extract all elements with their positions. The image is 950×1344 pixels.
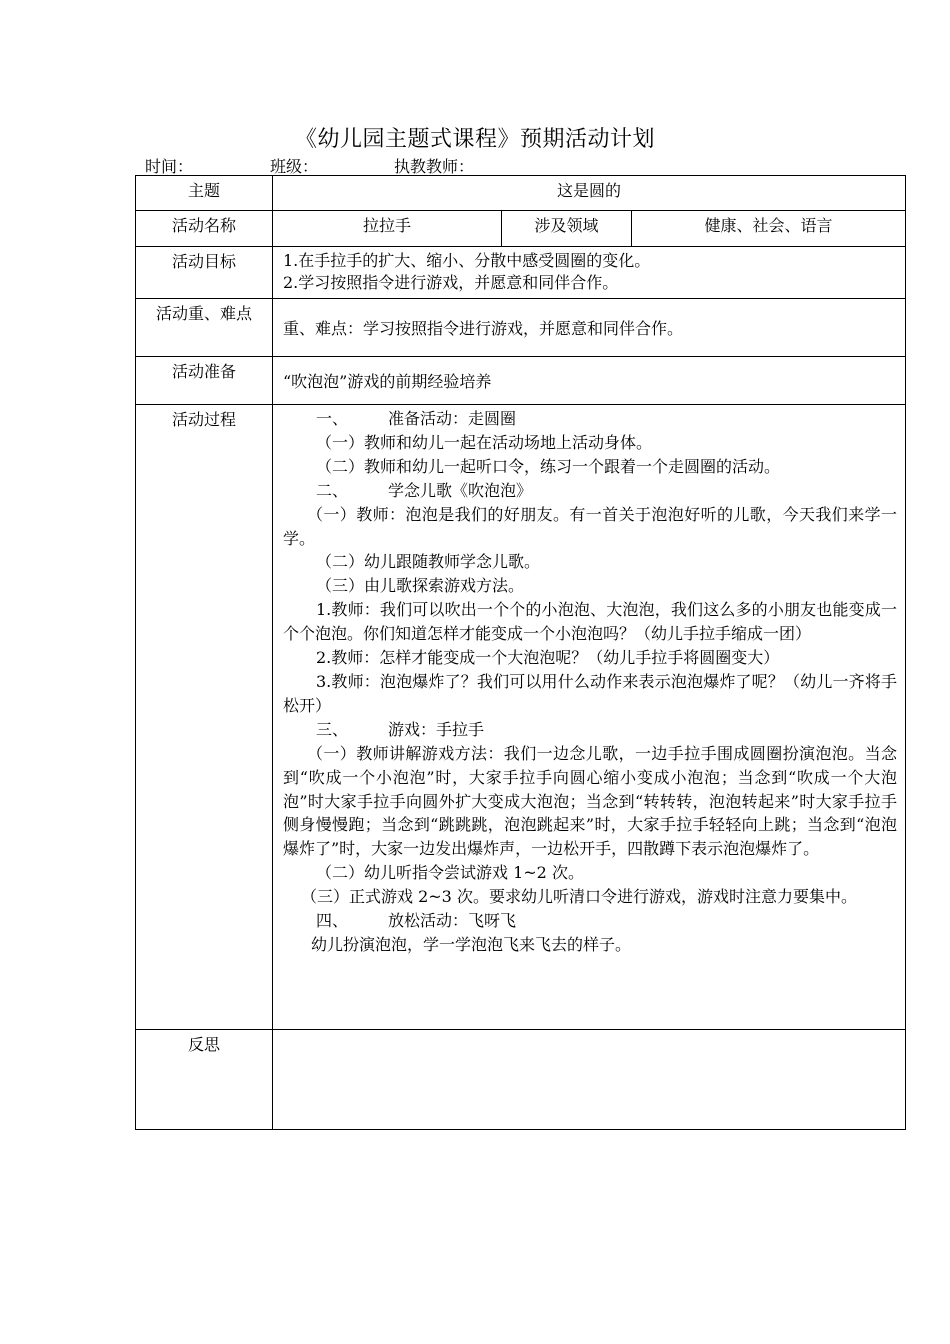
domain-label: 涉及领域 (502, 211, 632, 247)
key-points-label: 活动重、难点 (136, 299, 273, 357)
section-heading: 一、 准备活动：走圆圈 (316, 409, 517, 428)
domain-value: 健康、社会、语言 (632, 211, 906, 247)
process-paragraph: 2.教师：怎样才能变成一个大泡泡呢？（幼儿手拉手将圆圈变大） (316, 648, 780, 668)
time-label: 时间： (145, 157, 194, 176)
row-preparation (136, 357, 906, 405)
class-label: 班级： (270, 157, 319, 176)
theme-value: 这是圆的 (273, 176, 906, 211)
process-paragraph: 幼儿扮演泡泡，学一学泡泡飞来飞去的样子。 (311, 934, 632, 954)
process-paragraph: （二）幼儿跟随教师学念儿歌。 (316, 552, 541, 572)
goal-item: 1.在手拉手的扩大、缩小、分散中感受圆圈的变化。 (283, 251, 651, 270)
row-activity-name (136, 211, 906, 247)
process-paragraph: 1.教师：我们可以吹出一个个的小泡泡、大泡泡，我们这么多的小朋友也能变成一个个泡泡。你们知道怎样才能变成一个小泡泡吗？（幼儿手拉手缩成一团） (283, 600, 897, 644)
process-label: 活动过程 (136, 405, 273, 1030)
activity-name-label: 活动名称 (136, 211, 273, 247)
section-heading: 四、 放松活动：飞呀飞 (316, 911, 517, 931)
row-process (136, 405, 906, 1030)
process-paragraph: （一）教师：泡泡是我们的好朋友。有一首关于泡泡好听的儿歌，今天我们来学一学。 (283, 504, 897, 548)
process-paragraph: （二）幼儿听指令尝试游戏 1~2 次。 (316, 863, 584, 883)
process-paragraph: （三）由儿歌探索游戏方法。 (316, 576, 525, 596)
goal-label: 活动目标 (136, 247, 273, 299)
goal-item: 2.学习按照指令进行游戏，并愿意和同伴合作。 (283, 273, 619, 292)
preparation-value: “吹泡泡”游戏的前期经验培养 (273, 357, 906, 405)
process-paragraph: （一）教师和幼儿一起在活动场地上活动身体。 (316, 432, 653, 452)
row-key-points (136, 299, 906, 357)
process-content (273, 405, 906, 1030)
section-heading: 三、 游戏：手拉手 (316, 719, 485, 739)
process-paragraph: （二）教师和幼儿一起听口令，练习一个跟着一个走圆圈的活动。 (316, 456, 781, 476)
preparation-label: 活动准备 (136, 357, 273, 405)
reflection-value (273, 1030, 906, 1130)
activity-name-value: 拉拉手 (273, 211, 502, 247)
section-heading: 二、 学念儿歌《吹泡泡》 (316, 480, 533, 500)
process-paragraph: （一）教师讲解游戏方法：我们一边念儿歌，一边手拉手围成圆圈扮演泡泡。当念到“吹成一个小泡泡”时，大家手拉手向圆心缩小变成小泡泡；当念到“吹成一个大泡泡”时大家手拉手向圆外扩大变成大泡泡；当念到“转转转，泡泡转起来”时大家手拉手侧身慢慢跑；当念到“跳跳跳，泡泡跳起来”时，大家手拉手轻轻向上跳；当念到“泡泡爆炸了”时，大家一边发出爆炸声，一边松开手，四散蹲下表示泡泡爆炸了。 (283, 743, 897, 859)
process-paragraph: （三）正式游戏 2~3 次。要求幼儿听清口令进行游戏，游戏时注意力要集中。 (301, 887, 857, 907)
activity-plan-table (135, 175, 906, 1130)
reflection-label: 反思 (136, 1030, 273, 1130)
header-fields (145, 154, 474, 177)
goal-list (273, 247, 906, 299)
teacher-label: 执教教师： (394, 157, 475, 176)
row-theme (136, 176, 906, 211)
process-paragraph: 3.教师：泡泡爆炸了？我们可以用什么动作来表示泡泡爆炸了呢？（幼儿一齐将手松开） (283, 671, 897, 715)
theme-label: 主题 (136, 176, 273, 211)
document-title: 《幼儿园主题式课程》预期活动计划 (294, 127, 655, 152)
row-reflection (136, 1030, 906, 1130)
row-goals (136, 247, 906, 299)
key-points-value: 重、难点：学习按照指令进行游戏，并愿意和同伴合作。 (273, 299, 906, 357)
